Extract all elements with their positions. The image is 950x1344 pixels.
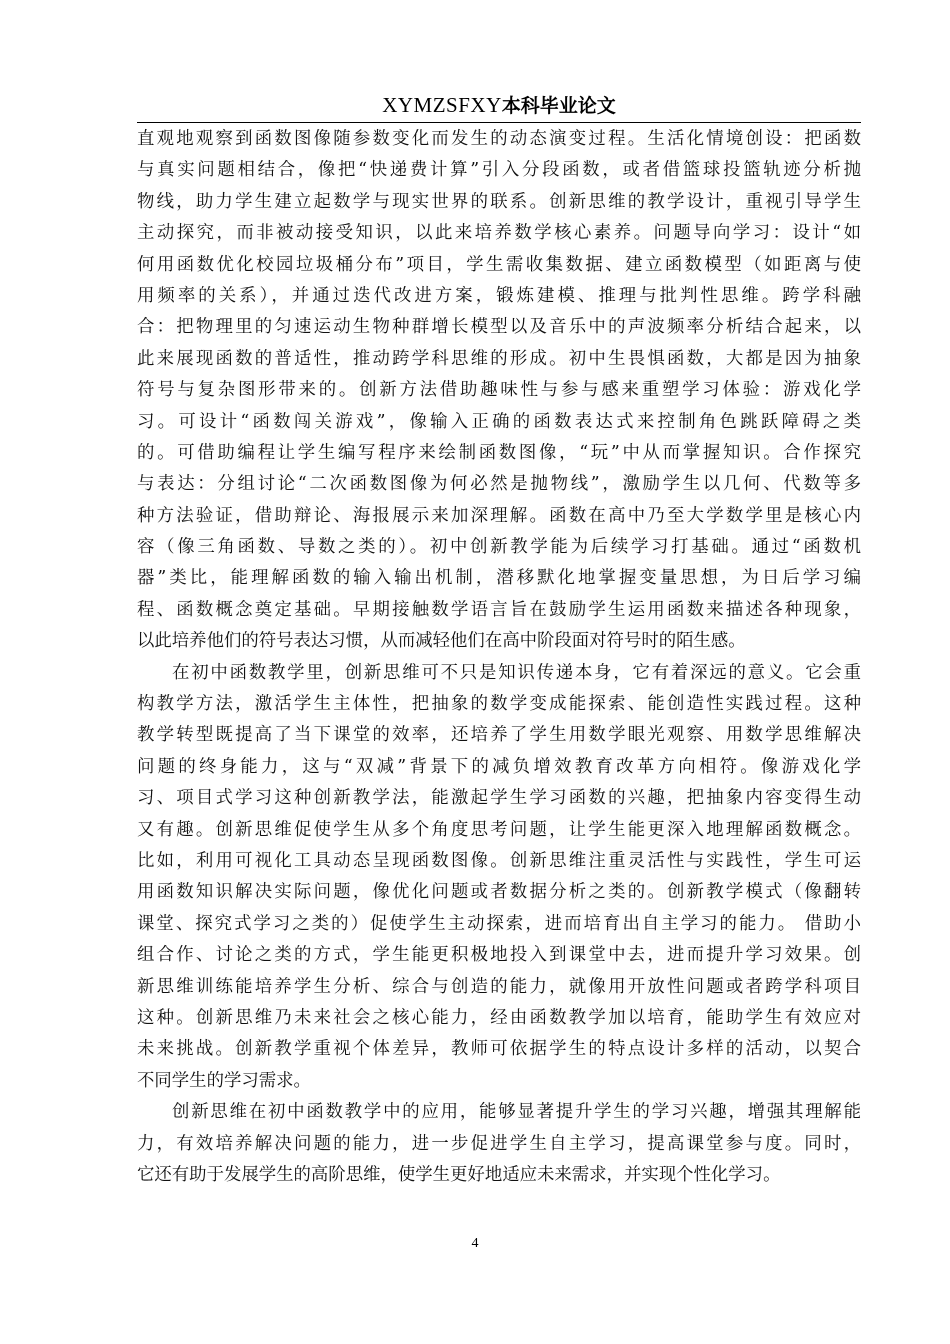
paragraph-1	[137, 124, 861, 658]
text-line: 创新思维在初中函数教学中的应用，能够显著提升学生的学习兴趣，增强其理解能	[172, 1102, 861, 1123]
body-text	[137, 124, 861, 1191]
running-header	[137, 88, 861, 123]
text-line: 又有趣。创新思维促使学生从多个角度思考问题，让学生能更深入地理解函数概念。	[137, 819, 861, 840]
text-line: 的。可借助编程让学生编写程序来绘制函数图像，“玩”中从而掌握知识。合作探究	[137, 442, 861, 463]
page-number: 4	[471, 1236, 479, 1251]
text-line: 合：把物理里的匀速运动生物种群增长模型以及音乐中的声波频率分析结合起来，以	[137, 317, 861, 338]
text-line: 用频率的关系），并通过迭代改进方案，锻炼建模、推理与批判性思维。跨学科融	[137, 285, 861, 306]
text-line: 器”类比，能理解函数的输入输出机制，潜移默化地掌握变量思想，为日后学习编	[137, 568, 861, 589]
text-line: 不同学生的学习需求。	[137, 1070, 311, 1091]
text-line: 习。可设计“函数闯关游戏”，像输入正确的函数表达式来控制角色跳跃障碍之类	[137, 411, 861, 432]
text-line: 符号与复杂图形带来的。创新方法借助趣味性与参与感来重塑学习体验：游戏化学	[137, 380, 861, 401]
text-line: 与真实问题相结合，像把“快递费计算”引入分段函数，或者借篮球投篮轨迹分析抛	[137, 160, 861, 181]
paragraph-3	[137, 1097, 861, 1191]
text-line: 它还有助于发展学生的高阶思维，使学生更好地适应未来需求，并实现个性化学习。	[137, 1164, 781, 1185]
header-title	[382, 95, 616, 117]
text-line: 在初中函数教学里，创新思维可不只是知识传递本身，它有着深远的意义。它会重	[172, 662, 861, 683]
text-line: 比如，利用可视化工具动态呈现函数图像。创新思维注重灵活性与实践性，学生可运	[137, 850, 861, 871]
text-line: 程、函数概念奠定基础。早期接触数学语言旨在鼓励学生运用函数来描述各种现象，	[137, 599, 861, 620]
text-line: 这种。创新思维乃未来社会之核心能力，经由函数教学加以培育，能助学生有效应对	[137, 1007, 861, 1028]
text-line: 直观地观察到函数图像随参数变化而发生的动态演变过程。生活化情境创设：把函数	[137, 129, 861, 149]
text-line: 构教学方法，激活学生主体性，把抽象的数学变成能探索、能创造性实践过程。这种	[137, 694, 861, 715]
text-line: 物线，助力学生建立起数学与现实世界的联系。创新思维的教学设计，重视引导学生	[137, 191, 861, 212]
text-line: 新思维训练能培养学生分析、综合与创造的能力，就像用开放性问题或者跨学科项目	[137, 976, 861, 997]
text-line: 与表达：分组讨论“二次函数图像为何必然是抛物线”，激励学生以几何、代数等多	[137, 474, 861, 495]
text-line: 主动探究，而非被动接受知识，以此来培养数学核心素养。问题导向学习：设计“如	[137, 223, 861, 244]
text-line: 习、项目式学习这种创新教学法，能激起学生学习函数的兴趣，把抽象内容变得生动	[137, 788, 861, 809]
text-line: 此来展现函数的普适性，推动跨学科思维的形成。初中生畏惧函数，大都是因为抽象	[137, 348, 861, 369]
text-line: 未来挑战。创新教学重视个体差异，教师可依据学生的特点设计多样的活动，以契合	[137, 1039, 861, 1060]
text-line: 课堂、探究式学习之类的）促使学生主动探索，进而培育出自主学习的能力。 借助小	[137, 913, 861, 934]
text-line: 容（像三角函数、导数之类的）。初中创新教学能为后续学习打基础。通过“函数机	[137, 537, 861, 558]
text-line: 种方法验证，借助辩论、海报展示来加深理解。函数在高中乃至大学数学里是核心内	[137, 505, 861, 526]
text-line: 何用函数优化校园垃圾桶分布”项目，学生需收集数据、建立函数模型（如距离与使	[137, 254, 861, 275]
text-line: 力，有效培养解决问题的能力，进一步促进学生自主学习，提高课堂参与度。同时，	[137, 1133, 861, 1154]
header-thesis-label: 本科毕业论文	[501, 95, 616, 117]
text-line: 组合作、讨论之类的方式，学生能更积极地投入到课堂中去，进而提升学习效果。创	[137, 945, 861, 966]
text-line: 以此培养他们的符号表达习惯，从而减轻他们在高中阶段面对符号时的陌生感。	[137, 631, 746, 652]
text-line: 用函数知识解决实际问题，像优化问题或者数据分析之类的。创新教学模式（像翻转	[137, 882, 861, 903]
paragraph-2	[137, 658, 861, 1097]
header-school-code: XYMZSFXY	[382, 93, 502, 117]
text-line: 问题的终身能力，这与“双减”背景下的减负增效教育改革方向相符。像游戏化学	[137, 756, 861, 777]
text-line: 教学转型既提高了当下课堂的效率，还培养了学生用数学眼光观察、用数学思维解决	[137, 725, 861, 746]
